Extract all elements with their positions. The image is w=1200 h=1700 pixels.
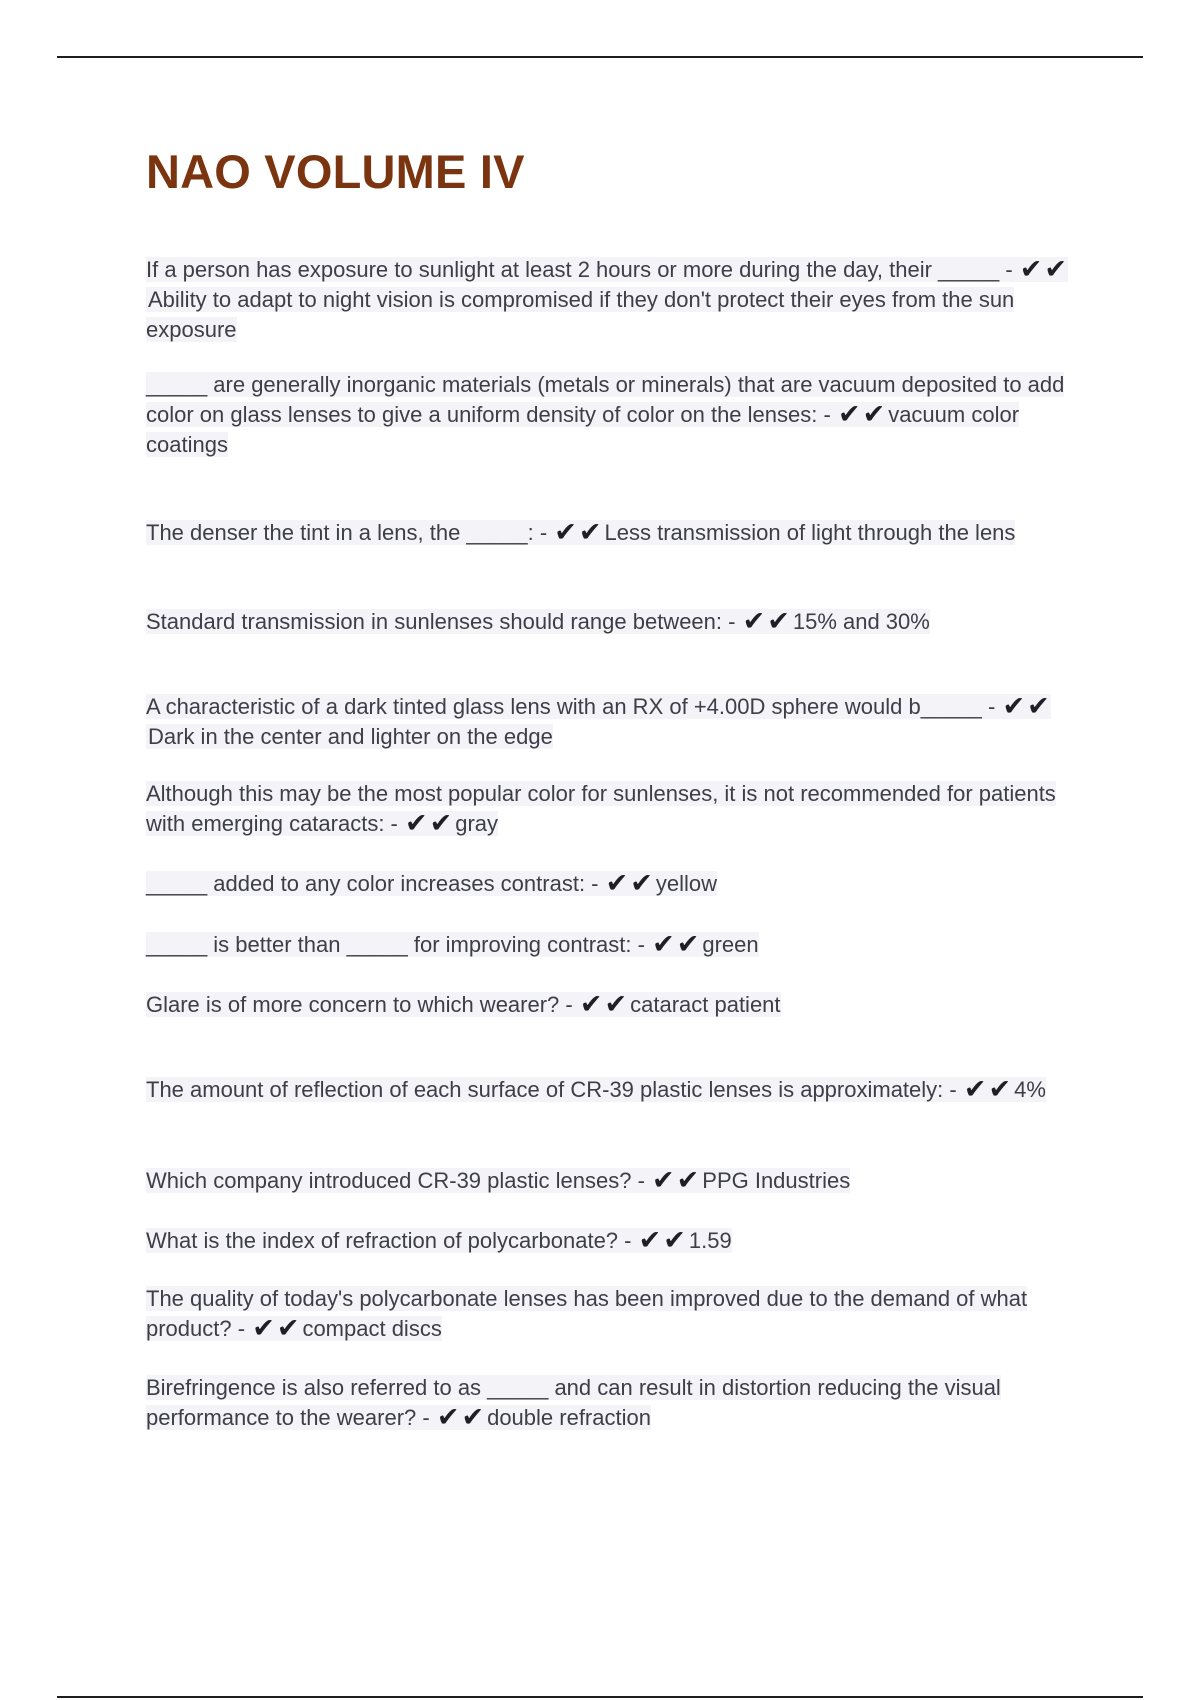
check-icon: ✔ <box>1002 691 1026 721</box>
check-icon: ✔ <box>862 399 886 429</box>
question-text: The denser the tint in a lens, the _____: - <box>146 520 548 545</box>
qa-item <box>146 1373 1096 1433</box>
qa-item <box>146 255 1096 345</box>
answer-text: green <box>702 932 759 957</box>
check-icon: ✔ <box>630 868 653 898</box>
check-icon: ✔ <box>276 1313 300 1343</box>
question-text: A characteristic of a dark tinted glass lens with an RX of +4.00D sphere would b_____ - <box>146 694 996 719</box>
check-icon: ✔ <box>604 989 628 1019</box>
question-text: Glare is of more concern to which wearer? - <box>146 992 573 1017</box>
question-text: _____ is better than _____ for improving contrast: - <box>146 932 645 957</box>
check-icon: ✔ <box>1019 254 1043 284</box>
answer-text: cataract patient <box>630 992 781 1017</box>
check-icon: ✔ <box>461 1402 485 1432</box>
qa-item <box>146 607 1096 637</box>
question-text: _____ are generally inorganic materials (metals or minerals) that are vacuum deposited to add color on glass lenses to give a uniform density of color on the lenses: - <box>146 372 1065 427</box>
qa-item <box>146 779 1096 839</box>
check-icon: ✔ <box>676 1165 700 1195</box>
check-icon: ✔ <box>605 868 629 898</box>
check-icon: ✔ <box>663 1225 686 1255</box>
qa-item <box>146 869 1096 899</box>
question-text: Which company introduced CR-39 plastic lenses? - <box>146 1168 645 1193</box>
qa-item <box>146 1226 1096 1256</box>
check-icon: ✔ <box>405 808 428 838</box>
qa-item <box>146 1075 1096 1105</box>
check-icon: ✔ <box>1027 691 1050 721</box>
answer-text: Ability to adapt to night vision is compromised if they don't protect their eyes from the sun exposure <box>146 287 1015 342</box>
answer-text: Dark in the center and lighter on the edge <box>148 724 553 749</box>
check-icon: ✔ <box>742 606 766 636</box>
check-icon: ✔ <box>676 929 700 959</box>
bottom-rule <box>57 1696 1143 1698</box>
answer-text: PPG Industries <box>702 1168 851 1193</box>
qa-item <box>146 1284 1096 1344</box>
check-icon: ✔ <box>429 808 453 838</box>
question-text: Birefringence is also referred to as _____ and can result in distortion reducing the visual performance to the wearer? - <box>146 1375 1001 1430</box>
answer-text: compact discs <box>302 1316 442 1341</box>
answer-text: 1.59 <box>688 1228 732 1253</box>
qa-item <box>146 692 1096 752</box>
answer-text: 4% <box>1014 1077 1046 1102</box>
question-text: _____ added to any color increases contrast: - <box>146 871 599 896</box>
qa-item <box>146 1166 1096 1196</box>
answer-text: yellow <box>655 871 718 896</box>
question-text: Although this may be the most popular color for sunlenses, it is not recommended for patients with emerging cataracts: - <box>146 781 1056 836</box>
check-icon: ✔ <box>652 929 675 959</box>
qa-item <box>146 370 1096 460</box>
question-text: If a person has exposure to sunlight at least 2 hours or more during the day, their _____ - <box>146 257 1013 282</box>
check-icon: ✔ <box>579 989 603 1019</box>
qa-item <box>146 990 1096 1020</box>
check-icon: ✔ <box>963 1074 987 1104</box>
answer-text: gray <box>455 811 499 836</box>
check-icon: ✔ <box>988 1074 1012 1104</box>
qa-item <box>146 518 1096 548</box>
top-rule <box>57 56 1143 58</box>
page-title: NAO VOLUME IV <box>146 145 525 198</box>
check-icon: ✔ <box>1044 254 1068 284</box>
qa-item <box>146 930 1096 960</box>
answer-text: 15% and 30% <box>792 609 930 634</box>
question-text: The quality of today's polycarbonate lenses has been improved due to the demand of what product? - <box>146 1286 1028 1341</box>
answer-text: Less transmission of light through the lens <box>604 520 1016 545</box>
question-text: Standard transmission in sunlenses should range between: - <box>146 609 736 634</box>
answer-text: double refraction <box>487 1405 651 1430</box>
check-icon: ✔ <box>767 606 790 636</box>
check-icon: ✔ <box>436 1402 460 1432</box>
check-icon: ✔ <box>578 517 602 547</box>
check-icon: ✔ <box>638 1225 662 1255</box>
check-icon: ✔ <box>554 517 577 547</box>
check-icon: ✔ <box>252 1313 275 1343</box>
question-text: What is the index of refraction of polycarbonate? - <box>146 1228 632 1253</box>
check-icon: ✔ <box>837 399 861 429</box>
check-icon: ✔ <box>652 1165 675 1195</box>
question-text: The amount of reflection of each surface of CR-39 plastic lenses is approximately: - <box>146 1077 957 1102</box>
answer-text: vacuum color coatings <box>146 402 1020 457</box>
